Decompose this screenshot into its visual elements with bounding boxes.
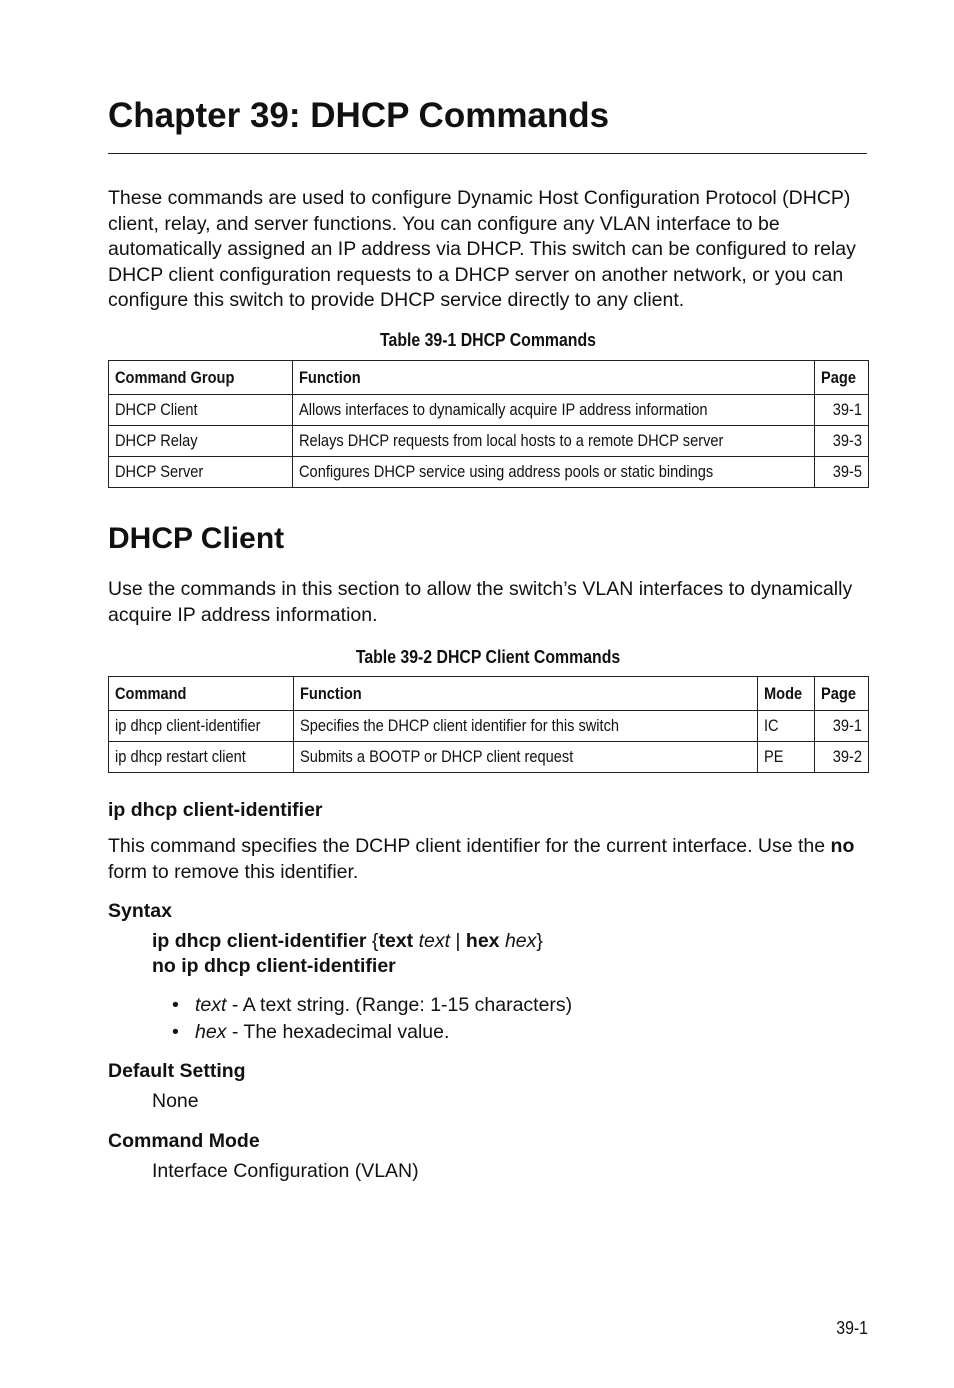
table-cell: 39-2 xyxy=(814,742,868,773)
table-header-cell: Page xyxy=(814,677,868,711)
syntax-no-command: no ip dhcp client-identifier xyxy=(152,955,396,977)
syntax-brace: } xyxy=(536,930,543,952)
table-cell: Allows interfaces to dynamically acquire IP address information xyxy=(293,395,815,426)
table-header-cell: Page xyxy=(814,361,868,395)
table-header-row xyxy=(109,361,869,395)
table-header-cell: Mode xyxy=(757,677,814,711)
syntax-command: ip dhcp client-identifier xyxy=(152,930,367,952)
dhcp-commands-table xyxy=(108,360,869,488)
default-setting-heading: Default Setting xyxy=(108,1060,246,1082)
syntax-line xyxy=(152,929,543,954)
chapter-title: Chapter 39: DHCP Commands xyxy=(108,96,610,135)
table-cell: ip dhcp restart client xyxy=(109,742,294,773)
table-row xyxy=(109,457,869,488)
syntax-separator: | xyxy=(450,930,466,952)
table-cell: IC xyxy=(757,711,814,742)
table-row xyxy=(109,395,869,426)
section-title: DHCP Client xyxy=(108,522,285,555)
table-header-cell: Function xyxy=(293,677,757,711)
desc-text: This command specifies the DCHP client identifier for the current interface. Use the xyxy=(108,835,831,857)
table-cell: Configures DHCP service using address pools or static bindings xyxy=(293,457,815,488)
syntax-argument: text xyxy=(418,930,450,952)
desc-text: form to remove this identifier. xyxy=(108,860,359,883)
table-cell: 39-1 xyxy=(814,395,868,426)
syntax-heading: Syntax xyxy=(108,900,172,922)
list-item xyxy=(172,992,572,1019)
table-cell: Submits a BOOTP or DHCP client request xyxy=(293,742,757,773)
table-header-row xyxy=(109,677,869,711)
table2-caption: Table 39-2 DHCP Client Commands xyxy=(355,647,621,667)
list-item xyxy=(172,1019,572,1046)
command-mode-value: Interface Configuration (VLAN) xyxy=(152,1160,419,1182)
syntax-line xyxy=(152,954,543,979)
title-divider xyxy=(108,153,867,154)
table-cell: Relays DHCP requests from local hosts to a remote DHCP server xyxy=(293,426,815,457)
dhcp-client-commands-table xyxy=(108,676,869,773)
table-row xyxy=(109,742,869,773)
param-desc: - A text string. (Range: 1-15 characters) xyxy=(226,994,573,1016)
table-cell: 39-3 xyxy=(814,426,868,457)
syntax-block xyxy=(152,929,543,979)
table-cell: 39-1 xyxy=(814,711,868,742)
table-header-cell: Function xyxy=(293,361,815,395)
param-desc: - The hexadecimal value. xyxy=(226,1021,450,1043)
syntax-keyword: hex xyxy=(465,930,500,952)
command-name-heading: ip dhcp client-identifier xyxy=(108,799,323,821)
param-name: text xyxy=(195,994,227,1016)
syntax-brace: { xyxy=(366,930,379,952)
table-row xyxy=(109,426,869,457)
parameter-list xyxy=(172,992,572,1046)
table-header-cell: Command xyxy=(109,677,294,711)
table-header-cell: Command Group xyxy=(109,361,293,395)
param-name: hex xyxy=(195,1021,227,1043)
bullet-icon: • xyxy=(172,994,179,1016)
table-cell: Specifies the DHCP client identifier for this switch xyxy=(293,711,757,742)
table-cell: PE xyxy=(757,742,814,773)
table-cell: DHCP Relay xyxy=(109,426,293,457)
command-description xyxy=(108,834,868,885)
page-number: 39-1 xyxy=(836,1318,868,1338)
table-cell: DHCP Server xyxy=(109,457,293,488)
table-cell: ip dhcp client-identifier xyxy=(109,711,294,742)
default-setting-value: None xyxy=(152,1090,199,1112)
command-mode-heading: Command Mode xyxy=(108,1130,260,1152)
chapter-intro: These commands are used to configure Dynamic Host Configuration Protocol (DHCP) client, relay, and server functions. You can configure any VLAN interface to be automatically assigned an IP address via DHCP. This switch can be configured to relay DHCP client configuration requests to a DHCP server on another network, or you can configure this switch to provide DHCP service directly to any client. xyxy=(108,187,856,311)
syntax-argument: hex xyxy=(504,930,537,952)
bullet-icon: • xyxy=(172,1021,179,1043)
desc-keyword: no xyxy=(830,835,855,857)
table-row xyxy=(109,711,869,742)
table-cell: DHCP Client xyxy=(109,395,293,426)
table1-caption: Table 39-1 DHCP Commands xyxy=(380,330,596,350)
section-intro: Use the commands in this section to allow the switch’s VLAN interfaces to dynamically acquire IP address information. xyxy=(108,578,853,626)
table-cell: 39-5 xyxy=(814,457,868,488)
syntax-keyword: text xyxy=(378,930,414,952)
